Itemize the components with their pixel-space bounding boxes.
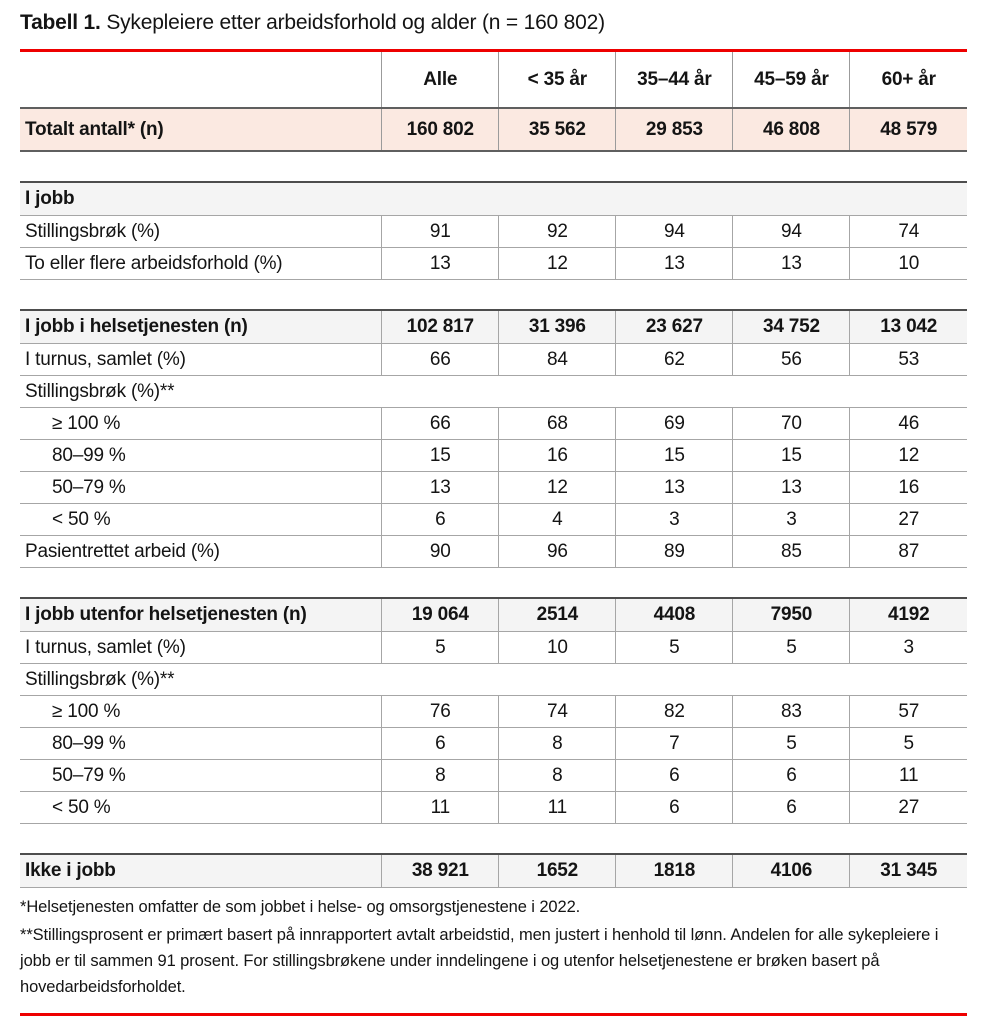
value-cell: 16	[499, 440, 616, 472]
row-label: 50–79 %	[20, 760, 382, 792]
data-row	[20, 408, 967, 440]
spacer-row	[20, 568, 967, 599]
data-row	[20, 440, 967, 472]
row-label: ≥ 100 %	[20, 696, 382, 728]
section-row	[20, 310, 967, 344]
value-cell: 3	[616, 504, 733, 536]
section-row	[20, 598, 967, 632]
value-cell: 66	[382, 408, 499, 440]
value-cell: 74	[499, 696, 616, 728]
value-cell: 5	[733, 632, 850, 664]
value-cell: 31 345	[850, 854, 967, 888]
value-cell: 46 808	[733, 108, 850, 151]
value-cell: 69	[616, 408, 733, 440]
value-cell: 94	[733, 216, 850, 248]
data-row	[20, 344, 967, 376]
header-row	[20, 52, 967, 108]
table-title	[20, 9, 967, 36]
value-cell: 89	[616, 536, 733, 568]
value-cell: 7950	[733, 598, 850, 632]
value-cell: 12	[499, 248, 616, 280]
data-row	[20, 504, 967, 536]
subheader-row	[20, 664, 967, 696]
value-cell: 12	[850, 440, 967, 472]
spacer-row	[20, 280, 967, 311]
value-cell: 5	[382, 632, 499, 664]
value-cell: 74	[850, 216, 967, 248]
value-cell: 13	[616, 248, 733, 280]
value-cell: 85	[733, 536, 850, 568]
data-row	[20, 696, 967, 728]
section-row	[20, 854, 967, 888]
spacer-row	[20, 824, 967, 855]
value-cell: 7	[616, 728, 733, 760]
spacer-cell	[20, 280, 967, 311]
data-row	[20, 248, 967, 280]
value-cell: 31 396	[499, 310, 616, 344]
value-cell: 91	[382, 216, 499, 248]
row-label: I jobb i helsetjenesten (n)	[20, 310, 382, 344]
value-cell: 6	[382, 728, 499, 760]
row-label: I jobb	[20, 182, 967, 216]
table-body	[20, 108, 967, 888]
value-cell: 1652	[499, 854, 616, 888]
spacer-cell	[20, 824, 967, 855]
value-cell: 4106	[733, 854, 850, 888]
value-cell: 27	[850, 504, 967, 536]
col-header-alle: Alle	[382, 52, 499, 108]
data-table	[20, 52, 967, 888]
value-cell: 27	[850, 792, 967, 824]
value-cell: 87	[850, 536, 967, 568]
value-cell: 15	[733, 440, 850, 472]
value-cell: 48 579	[850, 108, 967, 151]
value-cell: 66	[382, 344, 499, 376]
value-cell: 160 802	[382, 108, 499, 151]
value-cell: 3	[850, 632, 967, 664]
value-cell: 102 817	[382, 310, 499, 344]
data-row	[20, 536, 967, 568]
value-cell: 11	[850, 760, 967, 792]
data-row	[20, 632, 967, 664]
data-row	[20, 728, 967, 760]
value-cell: 13 042	[850, 310, 967, 344]
value-cell: 6	[733, 760, 850, 792]
data-row	[20, 792, 967, 824]
value-cell: 94	[616, 216, 733, 248]
value-cell: 84	[499, 344, 616, 376]
value-cell: 6	[616, 792, 733, 824]
value-cell: 5	[733, 728, 850, 760]
value-cell: 6	[616, 760, 733, 792]
table-caption: Sykepleiere etter arbeidsforhold og alder (n = 160 802)	[100, 11, 605, 34]
row-label: 80–99 %	[20, 440, 382, 472]
value-cell: 4192	[850, 598, 967, 632]
col-header-60-plus: 60+ år	[850, 52, 967, 108]
value-cell: 62	[616, 344, 733, 376]
spacer-cell	[20, 151, 967, 182]
row-label: I jobb utenfor helsetjenesten (n)	[20, 598, 382, 632]
value-cell: 82	[616, 696, 733, 728]
value-cell: 13	[616, 472, 733, 504]
value-cell: 5	[850, 728, 967, 760]
row-label: I turnus, samlet (%)	[20, 632, 382, 664]
data-row	[20, 216, 967, 248]
value-cell: 83	[733, 696, 850, 728]
value-cell: 38 921	[382, 854, 499, 888]
value-cell: 15	[382, 440, 499, 472]
table-number: Tabell 1.	[20, 11, 101, 34]
footnote-2: **Stillingsprosent er primært basert på innrapportert avtalt arbeidstid, men justert i henhold til lønn. Andelen for alle sykepleiere i jobb er til sammen 91 prosent. For stillingsbrøkene under inndelingene i og utenfor helsetjenestene er brøken basert på hovedarbeidsforholdet.	[20, 926, 939, 996]
value-cell: 68	[499, 408, 616, 440]
value-cell: 2514	[499, 598, 616, 632]
value-cell: 96	[499, 536, 616, 568]
value-cell: 16	[850, 472, 967, 504]
value-cell: 23 627	[616, 310, 733, 344]
footnotes	[20, 895, 967, 1001]
total-row	[20, 108, 967, 151]
value-cell: 53	[850, 344, 967, 376]
value-cell: 19 064	[382, 598, 499, 632]
value-cell: 6	[382, 504, 499, 536]
row-label: Ikke i jobb	[20, 854, 382, 888]
spacer-row	[20, 151, 967, 182]
value-cell: 34 752	[733, 310, 850, 344]
subheader-row	[20, 376, 967, 408]
col-header-45-59: 45–59 år	[733, 52, 850, 108]
value-cell: 15	[616, 440, 733, 472]
value-cell: 35 562	[499, 108, 616, 151]
row-label: 50–79 %	[20, 472, 382, 504]
bottom-accent-rule	[20, 1013, 967, 1016]
spacer-cell	[20, 568, 967, 599]
value-cell: 13	[382, 248, 499, 280]
value-cell: 4408	[616, 598, 733, 632]
row-label: To eller flere arbeidsforhold (%)	[20, 248, 382, 280]
value-cell: 10	[850, 248, 967, 280]
value-cell: 11	[382, 792, 499, 824]
value-cell: 13	[733, 472, 850, 504]
value-cell: 3	[733, 504, 850, 536]
value-cell: 46	[850, 408, 967, 440]
value-cell: 70	[733, 408, 850, 440]
value-cell: 8	[382, 760, 499, 792]
value-cell: 1818	[616, 854, 733, 888]
row-label: ≥ 100 %	[20, 408, 382, 440]
value-cell: 6	[733, 792, 850, 824]
row-label: Stillingsbrøk (%)	[20, 216, 382, 248]
value-cell: 29 853	[616, 108, 733, 151]
row-label: < 50 %	[20, 792, 382, 824]
value-cell: 56	[733, 344, 850, 376]
row-label: Pasientrettet arbeid (%)	[20, 536, 382, 568]
value-cell: 12	[499, 472, 616, 504]
value-cell: 5	[616, 632, 733, 664]
value-cell: 10	[499, 632, 616, 664]
col-header-35-44: 35–44 år	[616, 52, 733, 108]
value-cell: 76	[382, 696, 499, 728]
value-cell: 8	[499, 728, 616, 760]
value-cell: 13	[382, 472, 499, 504]
section-row	[20, 182, 967, 216]
row-label: 80–99 %	[20, 728, 382, 760]
value-cell: 90	[382, 536, 499, 568]
col-header-empty	[20, 52, 382, 108]
footnote-1: *Helsetjenesten omfatter de som jobbet i helse- og omsorgstjenestene i 2022.	[20, 898, 581, 917]
value-cell: 57	[850, 696, 967, 728]
row-label: Totalt antall* (n)	[20, 108, 382, 151]
value-cell: 13	[733, 248, 850, 280]
value-cell: 11	[499, 792, 616, 824]
row-label: Stillingsbrøk (%)**	[20, 664, 967, 696]
row-label: Stillingsbrøk (%)**	[20, 376, 967, 408]
col-header-under-35: < 35 år	[499, 52, 616, 108]
data-row	[20, 760, 967, 792]
row-label: I turnus, samlet (%)	[20, 344, 382, 376]
row-label: < 50 %	[20, 504, 382, 536]
value-cell: 8	[499, 760, 616, 792]
value-cell: 92	[499, 216, 616, 248]
data-row	[20, 472, 967, 504]
value-cell: 4	[499, 504, 616, 536]
